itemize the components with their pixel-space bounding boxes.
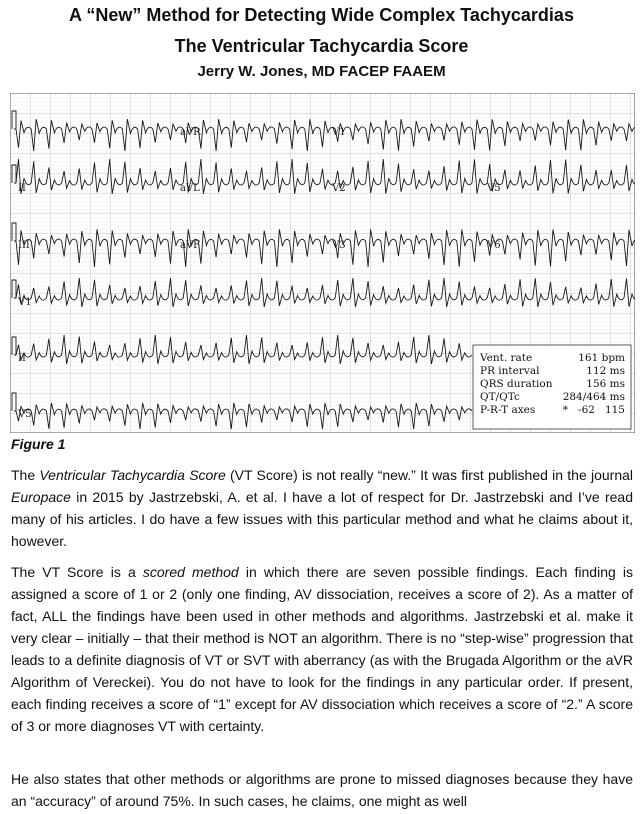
text-run: in 2015 by Jastrzebski, A. et al. I have a lot of respect for Dr. Jastrzebski and I’ve read many of his articles. I do have a few issues with this particular method and what he claims about it, however. xyxy=(11,489,633,549)
paragraph-3 xyxy=(11,768,633,812)
measure-label: QRS duration xyxy=(480,378,553,390)
lead-label: V2 xyxy=(332,183,346,194)
document-title-line2: The Ventricular Tachycardia Score xyxy=(174,36,469,56)
italic-phrase: Europace xyxy=(11,489,71,505)
paragraph-2 xyxy=(11,561,633,737)
text-run: (VT Score) is not really “new.” It was first published in the journal xyxy=(225,467,633,483)
lead-label: V6 xyxy=(487,240,501,251)
measure-value: * -62 115 xyxy=(562,404,625,416)
measure-value: 284/464 ms xyxy=(562,391,625,403)
lead-label: V5 xyxy=(487,183,501,194)
document-title-line1: A “New” Method for Detecting Wide Complex Tachycardias xyxy=(69,5,574,25)
lead-label: II xyxy=(18,353,26,364)
lead-label: V3 xyxy=(332,240,346,251)
lead-label: aVR xyxy=(180,127,201,138)
measure-value: 161 bpm xyxy=(578,352,625,364)
lead-label: II xyxy=(18,183,26,194)
paragraph-1 xyxy=(11,464,633,552)
measure-label: QT/QTc xyxy=(480,391,520,403)
measure-label: Vent. rate xyxy=(480,352,533,364)
italic-phrase: Ventricular Tachycardia Score xyxy=(39,467,226,483)
lead-label: V5 xyxy=(18,409,32,420)
italic-phrase: scored method xyxy=(142,564,239,580)
lead-label: III xyxy=(18,240,30,251)
measure-value: 156 ms xyxy=(586,378,625,390)
author-name: Jerry W. Jones, MD FACEP FAAEM xyxy=(197,63,446,80)
measure-value: 112 ms xyxy=(586,365,625,377)
ecg-figure xyxy=(10,93,635,433)
text-run: The VT Score is a xyxy=(11,564,143,580)
lead-label: aVF xyxy=(180,240,201,251)
text-run: He also states that other methods or algorithms are prone to missed diagnoses because they have an “accuracy” of around 75%. In such cases, he claims, one might as well xyxy=(11,771,633,809)
lead-label: V1 xyxy=(332,127,346,138)
text-run: The xyxy=(11,467,40,483)
lead-label: V1 xyxy=(18,297,32,308)
lead-label: aVL xyxy=(180,183,200,194)
measure-label: PR interval xyxy=(480,365,540,377)
measurement-box xyxy=(473,345,631,429)
measure-label: P-R-T axes xyxy=(480,404,536,416)
text-run: in which there are seven possible findings. Each finding is assigned a score of 1 or 2 (only one finding, AV dissociation, receives a score of 2). As a matter of fact, ALL the findings have been used in other methods and algorithms. Jastrzebski et al. make it very clear – initially – that their method is NOT an algorithm. There is no “step-wise” progression that leads to a definite diagnosis of VT or SVT with aberrancy (as with the Brugada Algorithm or the aVR Algorithm of Vereckei). You do not have to look for the findings in any particular order. If present, each finding receives a score of “1” except for AV dissociation which receives a score of “2.” A score of 3 or more diagnoses VT with certainty. xyxy=(11,564,634,734)
figure-caption: Figure 1 xyxy=(11,436,66,452)
